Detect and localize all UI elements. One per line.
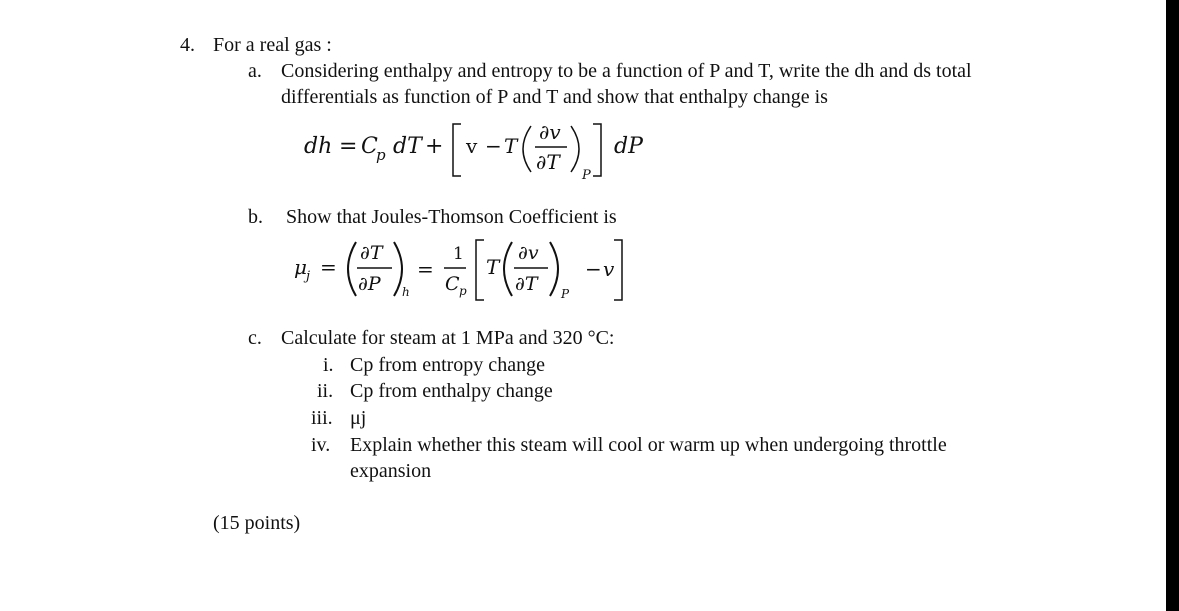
question-number: 4. xyxy=(180,34,195,56)
part-b-marker: b. xyxy=(248,206,263,228)
enthalpy-change-equation xyxy=(295,112,675,192)
eq-denominator: ∂T xyxy=(536,150,560,174)
eq-left-bracket xyxy=(453,124,461,176)
jt-mu-subscript: j xyxy=(306,269,311,284)
part-c-item-iv-text: Explain whether this steam will cool or warm up when undergoing throttle xyxy=(350,434,947,456)
part-c-item-iii-text: μj xyxy=(350,407,367,429)
jt-denominator-1: ∂P xyxy=(358,273,381,295)
jt-left-paren-2 xyxy=(504,242,512,296)
points-label: (15 points) xyxy=(213,512,301,534)
part-c-item-ii-text: Cp from enthalpy change xyxy=(350,380,553,402)
jt-frac-numerator: 1 xyxy=(453,244,464,264)
jt-T: T xyxy=(486,255,500,279)
jt-minus: − xyxy=(585,257,602,281)
part-a-line-1: Considering enthalpy and entropy to be a function of P and T, write the dh and ds total xyxy=(281,60,972,82)
part-c-marker: c. xyxy=(248,327,262,349)
jt-subscript-P: P xyxy=(561,287,570,301)
jt-left-paren-1 xyxy=(348,242,356,296)
eq-left-paren xyxy=(523,126,531,172)
jt-right-bracket xyxy=(614,240,622,300)
joule-thomson-equation xyxy=(290,228,640,308)
eq-dP: dP xyxy=(614,134,643,159)
eq-lhs: dh xyxy=(304,134,333,159)
part-c-item-iv-marker: iv. xyxy=(311,434,331,456)
part-a-marker: a. xyxy=(248,60,262,82)
jt-right-paren-2 xyxy=(550,242,558,296)
eq-right-paren xyxy=(571,126,579,172)
eq-v: v xyxy=(466,134,478,158)
jt-numerator-2: ∂v xyxy=(518,242,539,264)
eq-minus: − xyxy=(485,134,502,158)
jt-denominator-2: ∂T xyxy=(515,273,538,295)
eq-T: T xyxy=(504,134,518,158)
jt-frac-denominator: C xyxy=(445,273,460,295)
part-c-item-i-marker: i. xyxy=(323,354,334,376)
eq-right-bracket xyxy=(593,124,601,176)
part-c-text: Calculate for steam at 1 MPa and 320 °C: xyxy=(281,327,615,349)
jt-left-bracket xyxy=(476,240,484,300)
jt-numerator-1: ∂T xyxy=(360,242,383,264)
eq-dT: dT xyxy=(393,134,422,159)
part-c-item-iii-marker: iii. xyxy=(311,407,333,429)
eq-plus: + xyxy=(425,134,444,159)
eq-cp: C xyxy=(361,134,378,159)
jt-equals-2: = xyxy=(417,257,434,281)
jt-subscript-h: h xyxy=(402,285,410,299)
part-a-line-2: differentials as function of P and T and show that enthalpy change is xyxy=(281,86,828,108)
jt-right-paren-1 xyxy=(394,242,402,296)
part-c-item-iv-continuation: expansion xyxy=(350,460,432,482)
part-b-text: Show that Joules-Thomson Coefficient is xyxy=(286,206,617,228)
eq-cp-subscript: p xyxy=(376,146,386,164)
eq-equals: = xyxy=(339,134,358,159)
eq-numerator: ∂v xyxy=(539,120,561,144)
part-c-item-ii-marker: ii. xyxy=(317,380,334,402)
question-title: For a real gas : xyxy=(213,34,332,56)
jt-frac-denominator-subscript: p xyxy=(459,284,467,298)
eq-subscript-P: P xyxy=(582,168,591,183)
part-c-item-i-text: Cp from entropy change xyxy=(350,354,545,376)
jt-v: v xyxy=(603,257,615,281)
jt-mu: μ xyxy=(294,255,307,279)
jt-equals-1: = xyxy=(320,255,337,279)
